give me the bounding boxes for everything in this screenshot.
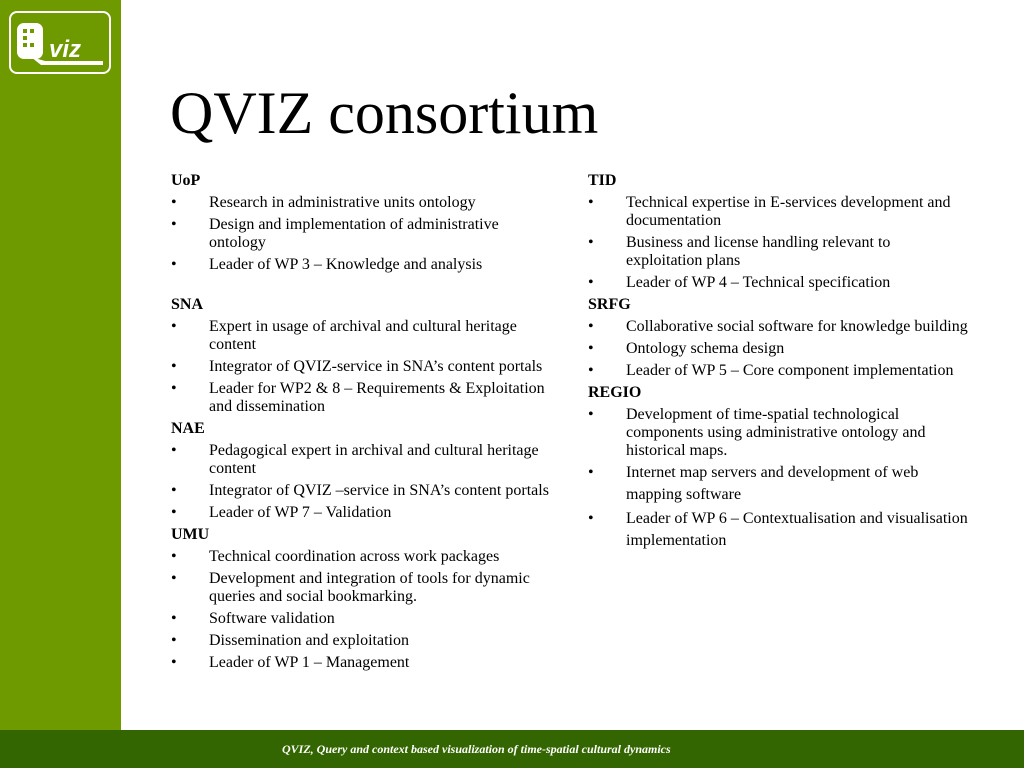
list-item: • Research in administrative units ontology [171,194,476,211]
list-item: • Business and license handling relevant to exploitation plans [588,234,891,269]
page-title: QVIZ consortium [170,80,599,146]
partner-list-uop [171,194,551,274]
list-item: • Leader of WP 5 – Core component implementation [588,362,954,379]
list-item: • Leader of WP 6 – Contextualisation and visualisation implementation [588,510,968,549]
right-column [588,168,968,552]
partner-heading-tid: TID [588,172,617,189]
partner-list-srfg [588,318,968,380]
list-item: • Integrator of QVIZ –service in SNA’s content portals [171,482,549,499]
list-item: • Leader for WP2 & 8 – Requirements & Exploitation and dissemination [171,380,545,415]
list-item: • Internet map servers and development of web mapping software [588,464,919,503]
svg-text:viz: viz [49,36,82,63]
list-item: • Dissemination and exploitation [171,632,409,649]
partner-list-sna [171,318,551,416]
partner-list-nae [171,442,551,522]
partner-heading-uop: UoP [171,172,201,189]
list-item: • Collaborative social software for knowledge building [588,318,968,335]
footer-caption: QVIZ, Query and context based visualization of time-spatial cultural dynamics [282,742,671,756]
list-item: • Software validation [171,610,335,627]
list-item: • Leader of WP 3 – Knowledge and analysis [171,256,483,273]
list-item: • Pedagogical expert in archival and cultural heritage content [171,442,539,477]
list-item: • Expert in usage of archival and cultural heritage content [171,318,517,353]
list-item: • Leader of WP 7 – Validation [171,504,392,521]
list-item: • Integrator of QVIZ-service in SNA’s content portals [171,358,543,375]
partner-heading-umu: UMU [171,526,210,543]
list-item: • Technical coordination across work packages [171,548,500,565]
partner-list-tid [588,194,968,292]
list-item: • Leader of WP 1 – Management [171,654,410,671]
list-item: • Leader of WP 4 – Technical specification [588,274,891,291]
partner-heading-srfg: SRFG [588,296,631,313]
list-item: • Design and implementation of administrative ontology [171,216,499,251]
partner-list-umu [171,548,551,672]
list-item: • Development of time-spatial technological components using administrative ontology and historical maps. [588,406,926,459]
sidebar [0,0,121,730]
partner-heading-regio: REGIO [588,384,642,401]
partner-heading-sna: SNA [171,296,204,313]
list-item: • Technical expertise in E-services development and documentation [588,194,951,229]
qviz-logo [9,11,111,74]
list-item: • Ontology schema design [588,340,785,357]
qviz-logo-icon [11,13,109,72]
partner-heading-nae: NAE [171,420,205,437]
partner-list-regio [588,406,968,552]
left-column [171,168,551,672]
list-item: • Development and integration of tools for dynamic queries and social bookmarking. [171,570,530,605]
